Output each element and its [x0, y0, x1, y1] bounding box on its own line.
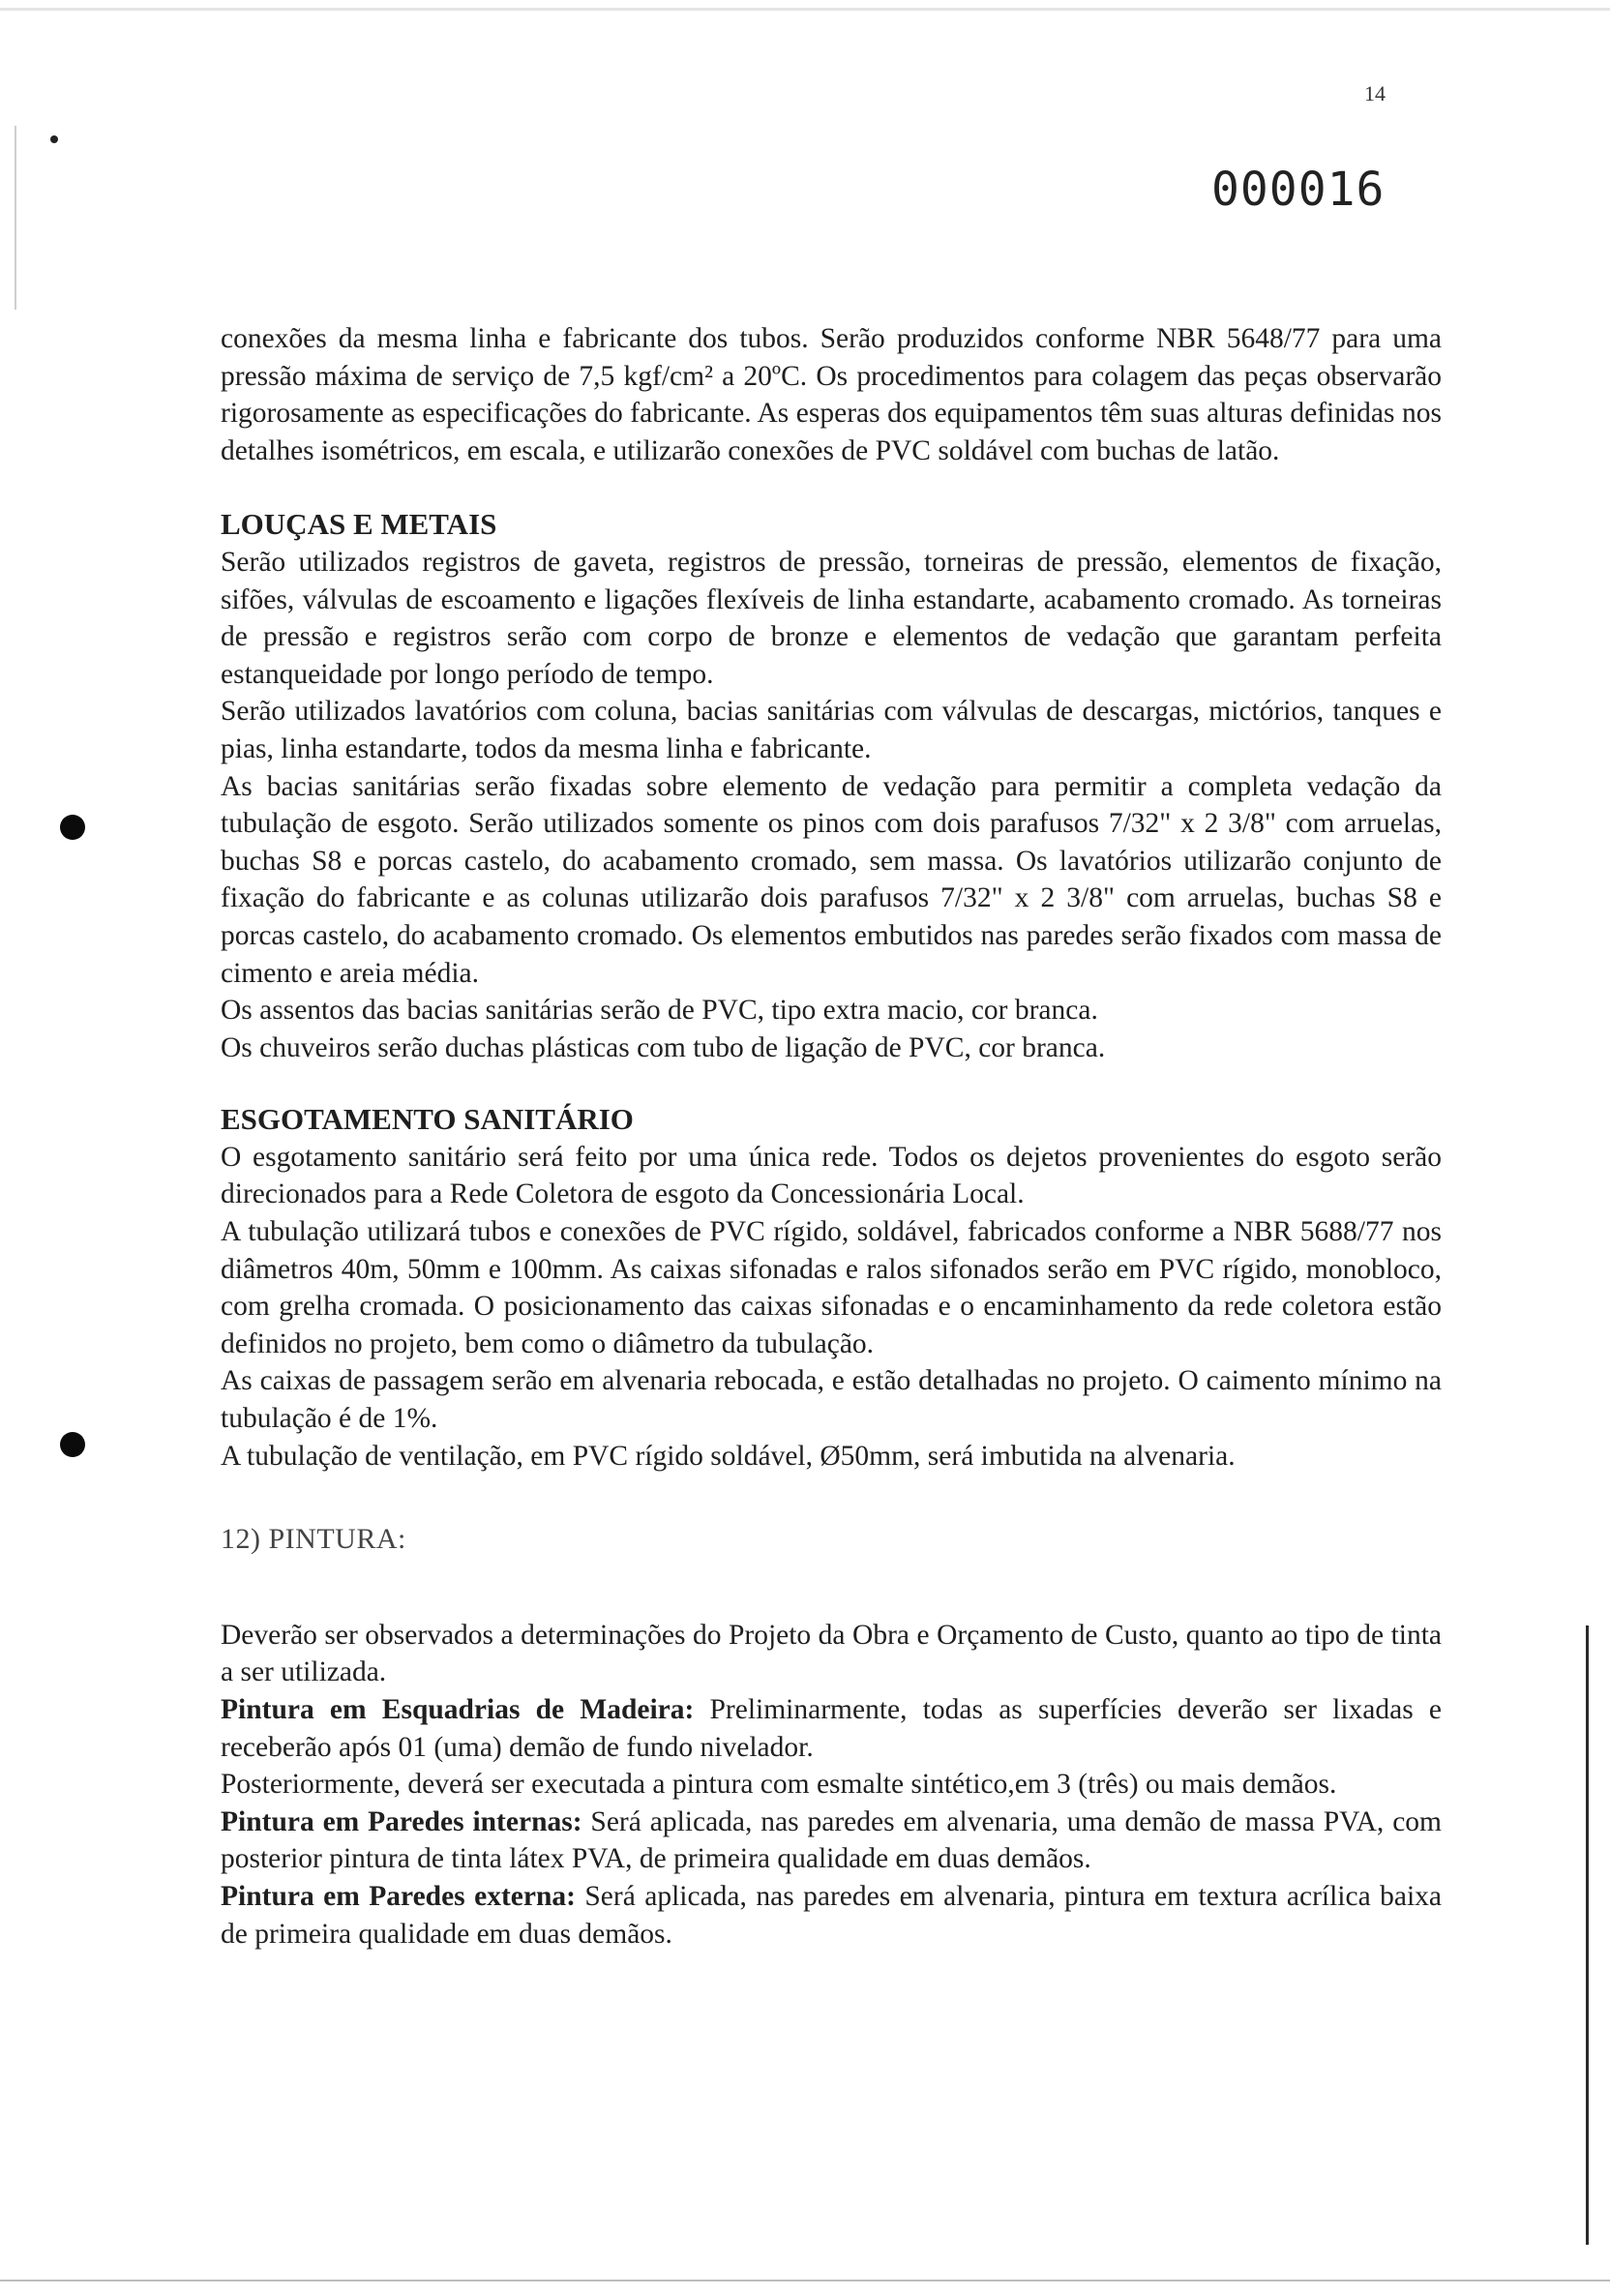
esgotamento-paragraph: As caixas de passagem serão em alvenaria rebocada, e estão detalhadas no projeto. O caimento mínimo na tubulação é de 1%. — [221, 1365, 1442, 1435]
section-heading-esgotamento: ESGOTAMENTO SANITÁRIO — [221, 1102, 634, 1137]
document-stamp-number: 000016 — [1211, 163, 1386, 217]
intro-paragraph: conexões da mesma linha e fabricante dos tubos. Serão produzidos conforme NBR 5648/77 para uma pressão máxima de serviço de 7,5 kgf/cm² a 20ºC. Os procedimentos para colagem das peças observarão rigorosamente as especificações do fabricante. As esperas dos equipamentos têm suas alturas definidas nos detalhes isométricos, em escala, e utilizarão conexões de PVC soldável com buchas de latão. — [221, 323, 1442, 466]
pintura-esquadrias — [221, 1691, 1442, 1766]
pintura-posterior: Posteriormente, deverá ser executada a pintura com esmalte sintético,em 3 (três) ou mais demãos. — [221, 1769, 1337, 1801]
pintura-esquadrias-text: Preliminarmente, todas as superfícies deverão ser lixadas e receberão após 01 (uma) demão de fundo nivelador. — [221, 1694, 1442, 1763]
scan-speck — [50, 135, 58, 143]
scan-top-edge — [0, 8, 1610, 11]
punch-hole-upper — [60, 815, 85, 840]
pintura-externa — [221, 1878, 1442, 1953]
pintura-internas — [221, 1804, 1442, 1878]
pintura-externa-label: Pintura em Paredes externa: — [221, 1880, 576, 1912]
esgotamento-paragraph: A tubulação utilizará tubos e conexões de PVC rígido, soldável, fabricados conforme a NBR 5688/77 nos diâmetros 40m, 50mm e 100mm. As caixas sifonadas e ralos sifonados serão em PVC rígido, monobloco, com grelha cromada. O posicionamento das caixas sifonadas e o encaminhamento da rede coletora estão definidos no projeto, bem como o diâmetro da tubulação. — [221, 1216, 1442, 1359]
document-body — [221, 320, 1442, 1953]
scan-bottom-edge — [0, 2280, 1610, 2281]
section-heading-loucas: LOUÇAS E METAIS — [221, 507, 497, 542]
esgotamento-paragraph: O esgotamento sanitário será feito por uma única rede. Todos os dejetos provenientes do esgoto serão direcionados para a Rede Coletora de esgoto da Concessionária Local. — [221, 1141, 1442, 1210]
scan-right-edge — [1586, 1625, 1589, 2245]
loucas-paragraph: As bacias sanitárias serão fixadas sobre elemento de vedação para permitir a completa vedação da tubulação de esgoto. Serão utilizados somente os pinos com dois parafusos 7/32" x 2 3/8" com arruelas, buchas S8 e porcas castelo, do acabamento cromado, sem massa. Os lavatórios utilizarão conjunto de fixação do fabricante e as colunas utilizarão dois parafusos 7/32" x 2 3/8" com arruelas, buchas S8 e porcas castelo, do acabamento cromado. Os elementos embutidos nas paredes serão fixados com massa de cimento e areia média. — [221, 770, 1442, 989]
pintura-internas-label: Pintura em Paredes internas: — [221, 1805, 582, 1837]
loucas-paragraph: Os assentos das bacias sanitárias serão de PVC, tipo extra macio, cor branca. — [221, 995, 1098, 1027]
esgotamento-paragraph: A tubulação de ventilação, em PVC rígido soldável, Ø50mm, será imbutida na alvenaria. — [221, 1440, 1236, 1472]
loucas-paragraph: Serão utilizados registros de gaveta, registros de pressão, torneiras de pressão, elementos de fixação, sifões, válvulas de escoamento e ligações flexíveis de linha estandarte, acabamento cromado. As torneiras de pressão e registros serão com corpo de bronze e elementos de vedação que garantam perfeita estanqueidade por longo período de tempo. — [221, 546, 1442, 690]
pintura-intro: Deverão ser observados a determinações do Projeto da Obra e Orçamento de Custo, quanto ao tipo de tinta a ser utilizada. — [221, 1619, 1442, 1688]
pintura-internas-text: Será aplicada, nas paredes em alvenaria, uma demão de massa PVA, com posterior pintura de tinta látex PVA, de primeira qualidade em duas demãos. — [221, 1805, 1442, 1875]
pintura-externa-text: Será aplicada, nas paredes em alvenaria, pintura em textura acrílica baixa de primeira qualidade em duas demãos. — [221, 1880, 1442, 1950]
page-number: 14 — [1364, 81, 1386, 105]
loucas-paragraph: Serão utilizados lavatórios com coluna, bacias sanitárias com válvulas de descargas, mictórios, tanques e pias, linha estandarte, todos da mesma linha e fabricante. — [221, 696, 1442, 764]
pintura-esquadrias-label: Pintura em Esquadrias de Madeira: — [221, 1694, 695, 1725]
punch-hole-lower — [60, 1432, 85, 1457]
scan-left-edge — [15, 126, 16, 310]
loucas-paragraph: Os chuveiros serão duchas plásticas com tubo de ligação de PVC, cor branca. — [221, 1031, 1106, 1063]
section-heading-pintura: 12) PINTURA: — [221, 1523, 406, 1556]
